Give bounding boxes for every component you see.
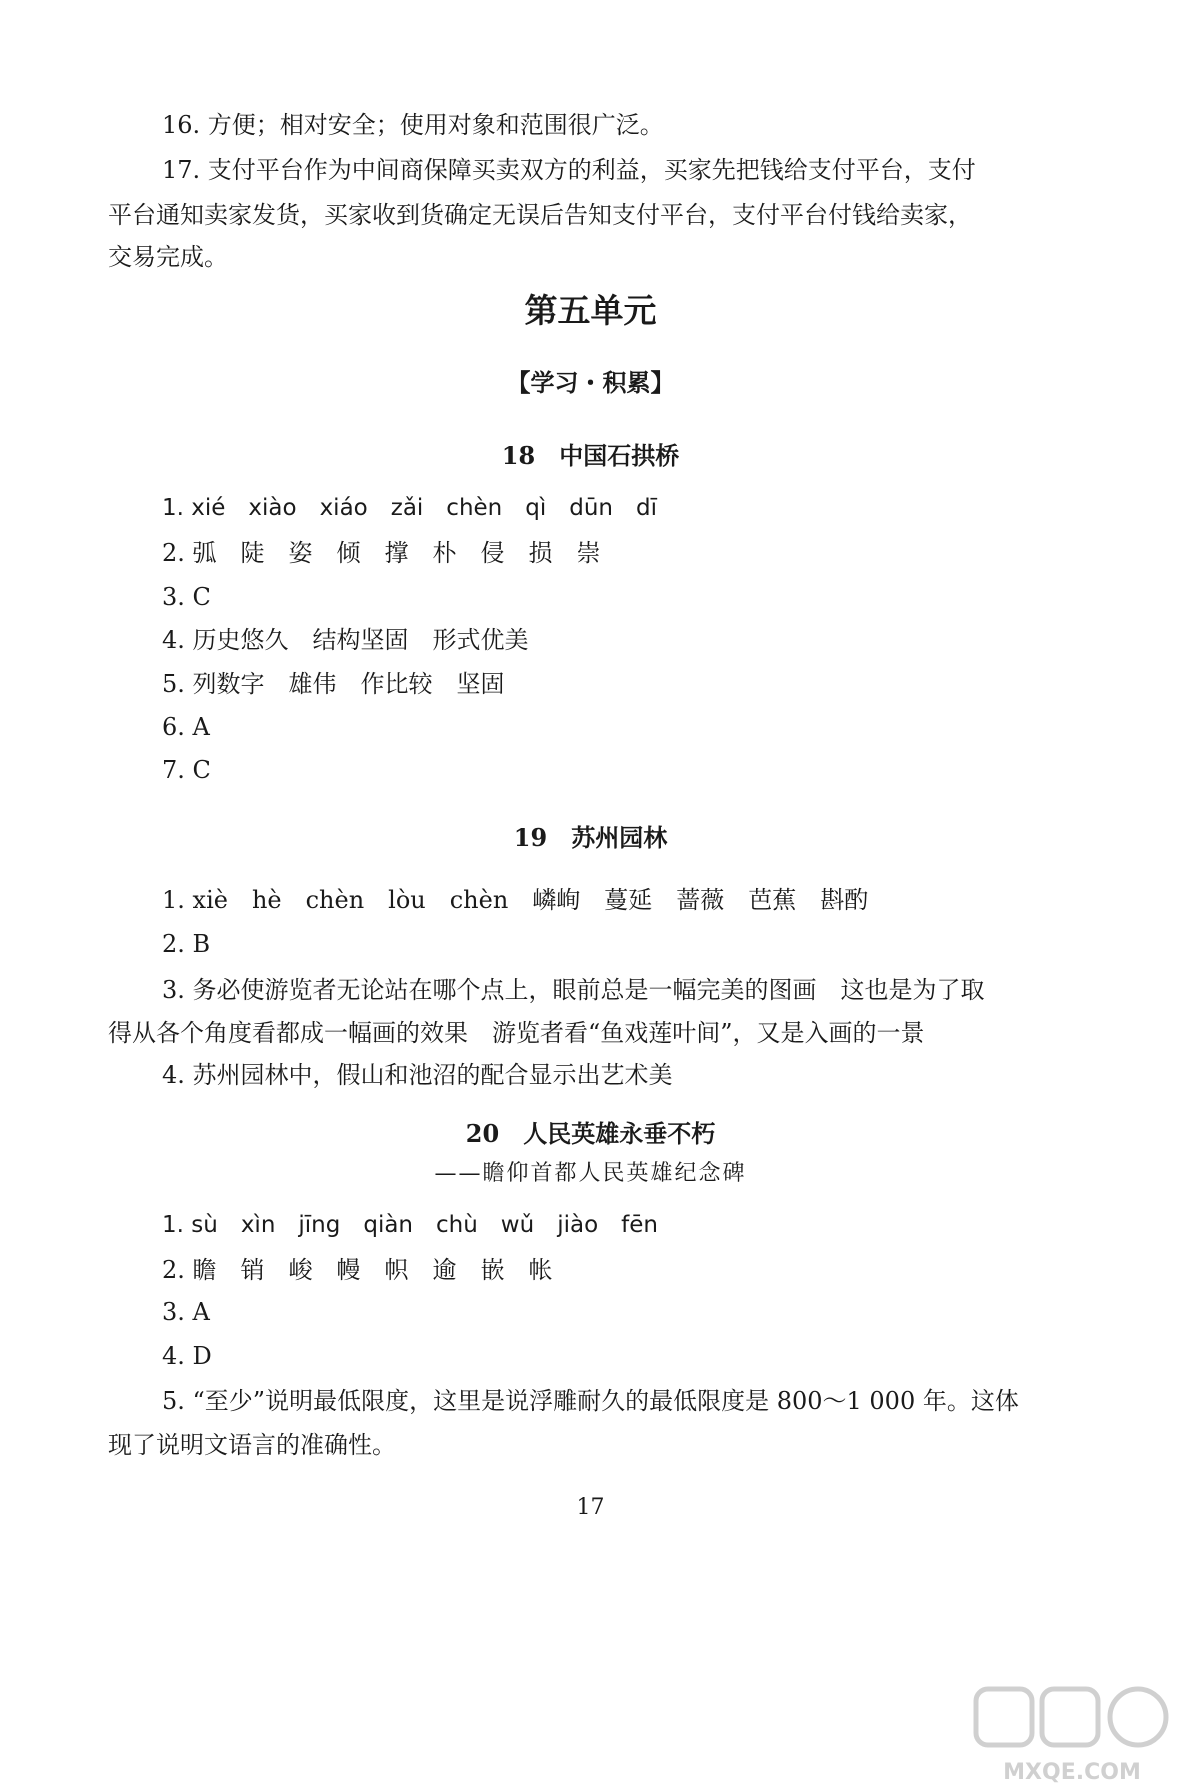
lesson-18-answer-4: 4. 历史悠久 结构坚固 形式优美 bbox=[162, 626, 529, 654]
lesson-19-answer-4: 4. 苏州园林中，假山和池沼的配合显示出艺术美 bbox=[162, 1061, 673, 1089]
lesson-20-answer-3: 3. A bbox=[162, 1298, 210, 1326]
lesson-18-answer-3: 3. C bbox=[162, 583, 211, 611]
lesson-20-answer-2: 2. 瞻 销 峻 幔 帜 逾 嵌 帐 bbox=[162, 1256, 553, 1284]
watermark-text: MXQE.COM bbox=[1003, 1760, 1141, 1785]
lesson-20-answer-5-line1: 5. “至少”说明最低限度，这里是说浮雕耐久的最低限度是 800～1 000 年。这体 bbox=[162, 1387, 1019, 1415]
lesson-20-answer-4: 4. D bbox=[162, 1342, 212, 1370]
answer-17-line1: 17. 支付平台作为中间商保障买卖双方的利益，买家先把钱给支付平台，支付 bbox=[162, 156, 976, 184]
lesson-19-answer-2: 2. B bbox=[162, 930, 211, 958]
lesson-19-heading: 19 苏州园林 bbox=[513, 823, 668, 852]
lesson-18-answer-7: 7. C bbox=[162, 756, 211, 784]
lesson-20-answer-1: 1. sù xìn jīng qiàn chù wǔ jiào fēn bbox=[162, 1212, 658, 1238]
lesson-18-answer-6: 6. A bbox=[162, 713, 210, 741]
lesson-19-answer-1: 1. xiè hè chèn lòu chèn 嶙峋 蔓延 蔷薇 芭蕉 斟酌 bbox=[162, 886, 869, 914]
lesson-18-answer-2: 2. 弧 陡 姿 倾 撑 朴 侵 损 崇 bbox=[162, 539, 601, 567]
unit-title: 第五单元 bbox=[524, 291, 657, 330]
lesson-20-answer-5-line2: 现了说明文语言的准确性。 bbox=[108, 1431, 396, 1459]
lesson-19-answer-3-line2: 得从各个角度看都成一幅画的效果 游览者看“鱼戏莲叶间”，又是入画的一景 bbox=[108, 1019, 925, 1047]
answer-17-line3: 交易完成。 bbox=[108, 243, 228, 271]
watermark-logo bbox=[970, 1685, 1175, 1785]
answer-16: 16. 方便；相对安全；使用对象和范围很广泛。 bbox=[162, 111, 664, 139]
lesson-18-answer-5: 5. 列数字 雄伟 作比较 坚固 bbox=[162, 670, 505, 698]
section-title: 【学习・积累】 bbox=[506, 369, 675, 397]
lesson-20-subtitle: ——瞻仰首都人民英雄纪念碑 bbox=[434, 1161, 747, 1186]
lesson-19-answer-3-line1: 3. 务必使游览者无论站在哪个点上，眼前总是一幅完美的图画 这也是为了取 bbox=[162, 976, 985, 1004]
lesson-18-answer-1: 1. xié xiào xiáo zǎi chèn qì dūn dī bbox=[162, 495, 657, 521]
lesson-18-heading: 18 中国石拱桥 bbox=[501, 441, 680, 470]
lesson-20-heading: 20 人民英雄永垂不朽 bbox=[465, 1119, 716, 1148]
page-number: 17 bbox=[576, 1495, 605, 1520]
answer-17-line2: 平台通知卖家发货，买家收到货确定无误后告知支付平台，支付平台付钱给卖家， bbox=[108, 201, 972, 229]
